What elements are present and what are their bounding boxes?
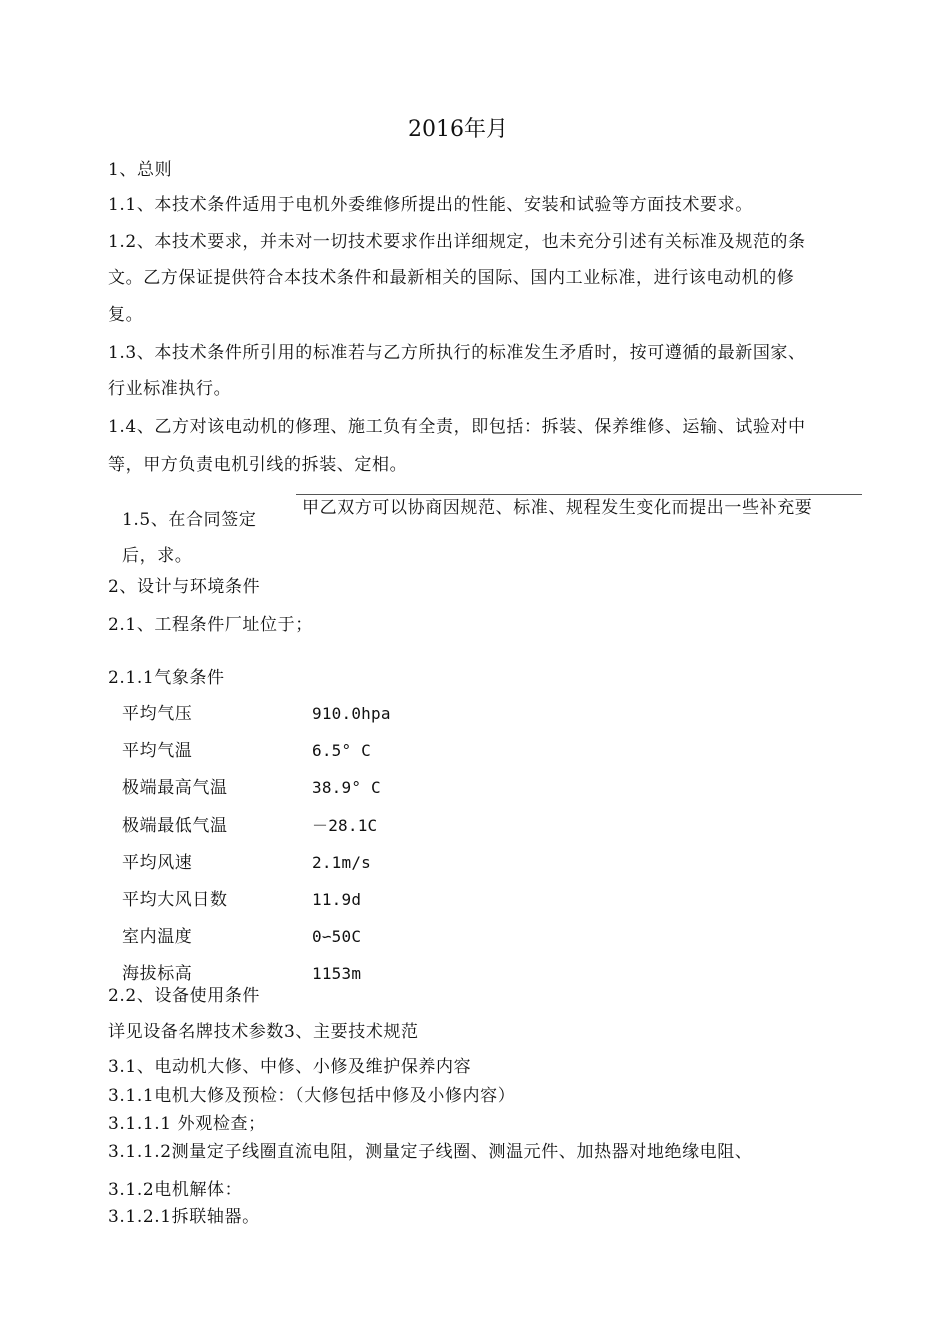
clause-1-5-left: 1.5、在合同签定 <box>122 510 257 530</box>
weather-value: 38.9° C <box>312 778 381 797</box>
clause-2-2: 2.2、设备使用条件 <box>108 986 261 1006</box>
clause-1-3-line: 1.3、本技术条件所引用的标准若与乙方所执行的标准发生矛盾时，按可遵循的最新国家、 <box>108 343 806 363</box>
clause-3-1: 3.1、电动机大修、中修、小修及维护保养内容 <box>108 1057 472 1077</box>
weather-value: －28.1C <box>312 816 378 835</box>
clause-1-2-line: 文。乙方保证提供符合本技术条件和最新相关的国际、国内工业标准，进行该电动机的修 <box>108 268 795 288</box>
clause-1-3-line: 行业标准执行。 <box>108 379 232 399</box>
weather-value: 11.9d <box>312 890 362 909</box>
clause-1-5-line: 后，求。 <box>122 546 193 566</box>
clause-1-4-line: 1.4、乙方对该电动机的修理、施工负有全责，即包括：拆装、保养维修、运输、试验对中 <box>108 417 806 437</box>
weather-label: 平均大风日数 <box>122 890 228 910</box>
clause-3-1-2-1: 3.1.2.1拆联轴器。 <box>108 1207 260 1227</box>
page-title: 2016年月 <box>408 117 508 142</box>
weather-label: 海拔标高 <box>122 964 193 984</box>
section-heading: 1、总则 <box>108 160 173 180</box>
clause-3-1-2: 3.1.2电机解体： <box>108 1180 243 1200</box>
weather-label: 极端最低气温 <box>122 816 228 836</box>
weather-value: 2.1m/s <box>312 853 371 872</box>
clause-1-5-right: 甲乙双方可以协商因规范、标准、规程发生变化而提出一些补充要 <box>302 498 813 518</box>
divider-line <box>296 494 862 495</box>
weather-value: 6.5° C <box>312 741 371 760</box>
weather-value: 0∽50C <box>312 927 362 946</box>
clause-2-1: 2.1、工程条件厂址位于； <box>108 615 313 635</box>
clause-2-1-1: 2.1.1气象条件 <box>108 668 225 688</box>
weather-label: 极端最高气温 <box>122 778 228 798</box>
section-heading: 2、设计与环境条件 <box>108 577 261 597</box>
clause-1-1: 1.1、本技术条件适用于电机外委维修所提出的性能、安装和试验等方面技术要求。 <box>108 195 753 215</box>
weather-label: 室内温度 <box>122 927 193 947</box>
clause-3-1-1-2: 3.1.1.2测量定子线圈直流电阻，测量定子线圈、测温元件、加热器对地绝缘电阻、 <box>108 1142 753 1162</box>
clause-1-4-line: 等，甲方负责电机引线的拆装、定相。 <box>108 455 408 475</box>
clause-2-2-body: 详见设备名牌技术参数3、主要技术规范 <box>108 1022 419 1042</box>
clause-3-1-1: 3.1.1电机大修及预检：（大修包括中修及小修内容） <box>108 1086 516 1106</box>
clause-1-2-line: 复。 <box>108 305 144 325</box>
weather-label: 平均气压 <box>122 704 193 724</box>
clause-1-2-line: 1.2、本技术要求，并未对一切技术要求作出详细规定，也未充分引述有关标准及规范的条 <box>108 232 806 252</box>
clause-3-1-1-1: 3.1.1.1 外观检查； <box>108 1114 266 1134</box>
weather-value: 910.0hpa <box>312 704 391 723</box>
weather-value: 1153m <box>312 964 362 983</box>
weather-label: 平均风速 <box>122 853 193 873</box>
weather-label: 平均气温 <box>122 741 193 761</box>
